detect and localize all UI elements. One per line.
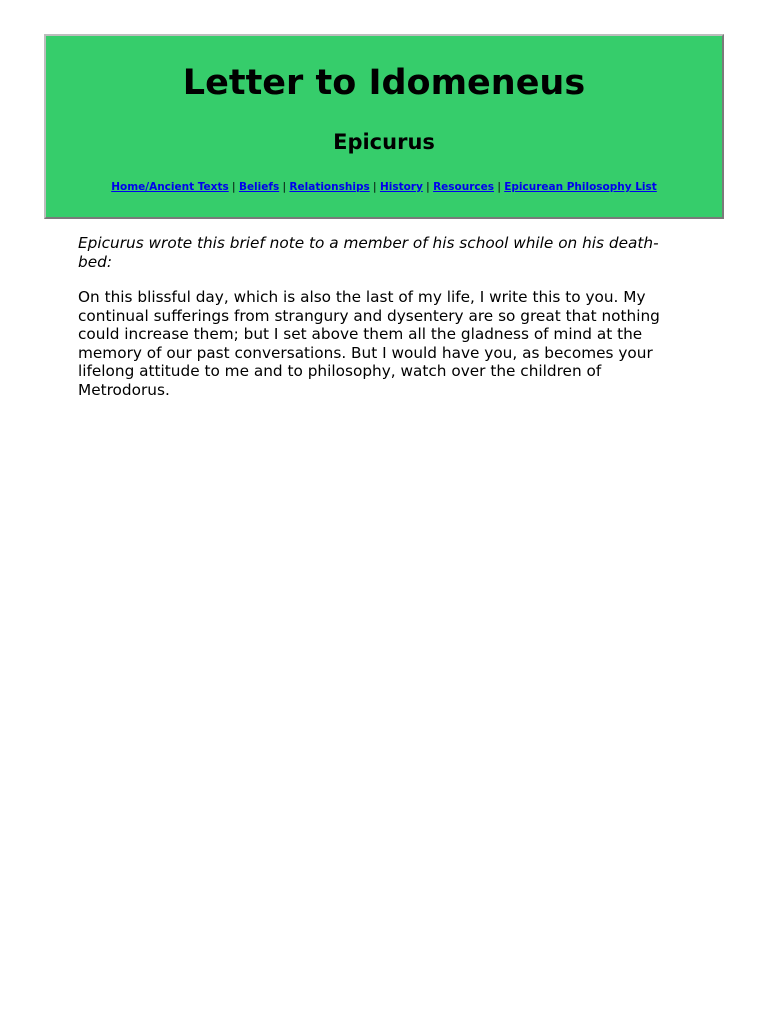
header-banner [44, 34, 724, 219]
nav-separator: | [279, 181, 290, 193]
letter-text: On this blissful day, which is also the last of my life, I write this to you. My continual sufferings from strangury and dysentery are so great that nothing could increase them; but I set above them all the gladness of mind at the memory of our past conversations. But I would have you, as becomes your lifelong attitude to me and to philosophy, watch over the children of Metrodorus. [78, 288, 660, 399]
nav-separator: | [369, 181, 380, 193]
nav-link-home-ancient-texts[interactable]: Home/Ancient Texts [111, 181, 229, 193]
nav-separator: | [493, 181, 505, 193]
nav-link-epicurean-philosophy-list[interactable]: Epicurean Philosophy List [504, 181, 657, 193]
main-content [78, 234, 690, 399]
intro-paragraph: Epicurus wrote this brief note to a member of his school while on his death-bed: [78, 234, 659, 271]
nav-link-relationships[interactable]: Relationships [289, 181, 370, 193]
nav-link-history[interactable]: History [379, 181, 423, 193]
page-author: Epicurus [333, 130, 435, 154]
page-title: Letter to Idomeneus [182, 63, 586, 103]
nav-links [46, 180, 722, 194]
nav-separator: | [422, 181, 434, 193]
nav-link-resources[interactable]: Resources [433, 181, 494, 193]
nav-separator: | [228, 181, 239, 193]
nav-link-beliefs[interactable]: Beliefs [238, 181, 280, 193]
